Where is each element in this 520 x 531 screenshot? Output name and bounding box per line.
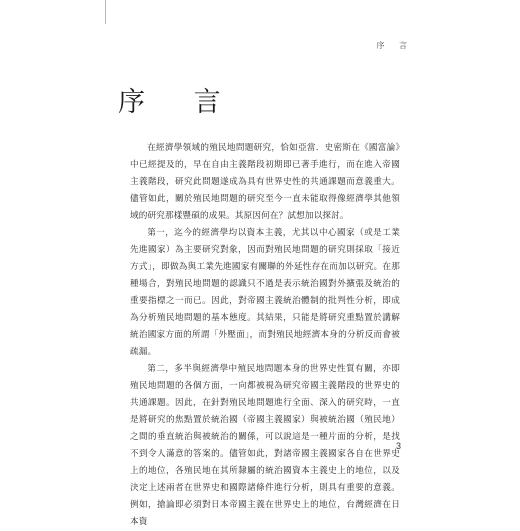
paragraph-3: 第二，多半與經濟學中殖民地問題本身的世界史性質有關，亦即殖民地問題的各個方面，一向都被視為研究帝國主義階段的世界史的共通課題。因此，在針對殖民地問題進行全面、深入的研究時，一直是將研究的焦點置於統治國（帝國主義國家）與被統治國（殖民地）之間的垂直統治與被統治的關係，可以說這是一種片面的分析，是找不到令人滿意的答案的。儘管如此，對諸帝國主義國家各自在世界史上的地位，各殖民地在其所隸屬的統治國資本主義史上的地位，以及決定上述兩者在世界史和國際諸條件進行分析，則具有重要的意義。例如，搶論即必須對日本帝國主義在世界史上的地位，台灣經濟在日本資 bbox=[130, 364, 400, 527]
body-text bbox=[130, 140, 400, 531]
paragraph-2: 第一，迄今的經濟學均以資本主義，尤其以中心國家（或是工業先進國家）為主要研究對象，因而對殖民地問題的研究則採取「接近方式」，即做為與工業先進國家有關聯的外延性存在而加以研究。在那種場合，對殖民地問題的認識只不過是表示統治國對外擴張及統治的重要指標之一而已。因此，對帝國主義統治體制的批判性分析，即成為分析殖民地問題的基本態度。其結果，只能是將研究重點置於講解統治國家方面的所謂「外壓面」，而對殖民地經濟本身的分析反而會被疏漏。 bbox=[130, 228, 400, 357]
running-head: 序 言 bbox=[376, 41, 413, 50]
paragraph-1: 在經濟學領域的殖民地問題研究，恰如亞當．史密斯在《國富論》中已經提及的，早在自由主義階段初期即已著手進行，而在進入帝國主義階段，研究此問題遂成為具有世界史性的共通課題而意義重大。儘管如此，關於殖民地問題的研究至今一直未能取得像經濟學其他領域的研究那樣豐碩的成果。其原因何在？試想加以探討。 bbox=[130, 143, 400, 221]
chapter-title: 序 言 bbox=[118, 87, 241, 119]
crop-mark-line bbox=[105, 0, 106, 24]
page-number: 3 bbox=[396, 441, 402, 451]
